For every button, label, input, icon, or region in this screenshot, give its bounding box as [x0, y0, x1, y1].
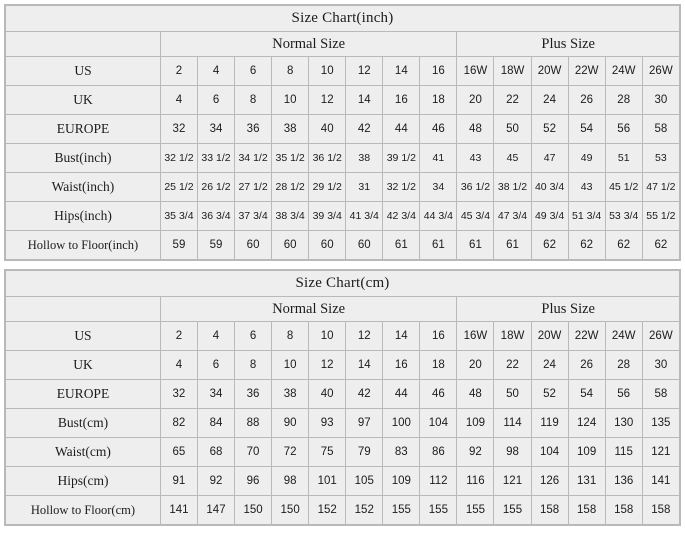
cell: 36 1/2 [309, 144, 346, 173]
cell: 38 3/4 [272, 202, 309, 231]
cell: 42 [346, 380, 383, 409]
cell: 34 [197, 380, 234, 409]
cell: 26 [568, 351, 605, 380]
cell: 158 [642, 496, 679, 525]
cell: 28 [605, 86, 642, 115]
cell: 34 [197, 115, 234, 144]
table-row [6, 57, 680, 86]
table-title-row [6, 271, 680, 297]
cell: 38 1/2 [494, 173, 531, 202]
cell: 158 [568, 496, 605, 525]
cell: 152 [309, 496, 346, 525]
cell: 150 [272, 496, 309, 525]
cell: 59 [160, 231, 197, 260]
cell: 26W [642, 57, 679, 86]
cell: 65 [160, 438, 197, 467]
cell: 60 [235, 231, 272, 260]
cell: 4 [197, 322, 234, 351]
cell: 98 [272, 467, 309, 496]
cell: 100 [383, 409, 420, 438]
cell: 158 [531, 496, 568, 525]
cell: 114 [494, 409, 531, 438]
table-row [6, 438, 680, 467]
table-group-row [6, 32, 680, 57]
table-row [6, 351, 680, 380]
cell: 2 [160, 322, 197, 351]
group-header-normal-size: Normal Size [160, 32, 457, 57]
cell: 158 [605, 496, 642, 525]
cell: 41 3/4 [346, 202, 383, 231]
cell: 43 [568, 173, 605, 202]
cell: 16W [457, 322, 494, 351]
cell: 101 [309, 467, 346, 496]
cell: 62 [605, 231, 642, 260]
cell: 90 [272, 409, 309, 438]
cell: 14 [346, 351, 383, 380]
cell: 61 [494, 231, 531, 260]
cell: 20 [457, 351, 494, 380]
cell: 60 [272, 231, 309, 260]
cell: 121 [494, 467, 531, 496]
size-chart-page [0, 4, 685, 533]
cell: 44 [383, 115, 420, 144]
group-header-plus-size: Plus Size [457, 32, 680, 57]
cell: 41 [420, 144, 457, 173]
cell: 10 [272, 86, 309, 115]
cell: 141 [642, 467, 679, 496]
cell: 47 [531, 144, 568, 173]
cell: 8 [235, 351, 272, 380]
cell: 34 1/2 [235, 144, 272, 173]
cell: 38 [272, 115, 309, 144]
cell: 38 [272, 380, 309, 409]
cell: 25 1/2 [160, 173, 197, 202]
cell: 16 [420, 322, 457, 351]
cell: 52 [531, 380, 568, 409]
cell: 155 [420, 496, 457, 525]
cell: 12 [346, 322, 383, 351]
cell: 4 [197, 57, 234, 86]
cell: 40 3/4 [531, 173, 568, 202]
cell: 24W [605, 322, 642, 351]
cell: 68 [197, 438, 234, 467]
cell: 54 [568, 380, 605, 409]
cell: 72 [272, 438, 309, 467]
cell: 50 [494, 380, 531, 409]
cell: 16 [383, 86, 420, 115]
cell: 24 [531, 351, 568, 380]
cell: 35 1/2 [272, 144, 309, 173]
cell: 115 [605, 438, 642, 467]
cell: 36 [235, 380, 272, 409]
cell: 12 [309, 86, 346, 115]
cell: 52 [531, 115, 568, 144]
cell: 75 [309, 438, 346, 467]
cell: 91 [160, 467, 197, 496]
cell: 8 [272, 322, 309, 351]
cell: 22 [494, 351, 531, 380]
cell: 92 [197, 467, 234, 496]
group-header-blank [6, 32, 161, 57]
cell: 43 [457, 144, 494, 173]
cell: 62 [531, 231, 568, 260]
cell: 112 [420, 467, 457, 496]
cell: 104 [531, 438, 568, 467]
cell: 46 [420, 380, 457, 409]
row-label-waist: Waist(cm) [6, 438, 161, 467]
cell: 40 [309, 380, 346, 409]
cell: 6 [235, 57, 272, 86]
row-label-europe: EUROPE [6, 115, 161, 144]
cell: 51 3/4 [568, 202, 605, 231]
cell: 38 [346, 144, 383, 173]
cell: 22W [568, 57, 605, 86]
cell: 147 [197, 496, 234, 525]
cell: 29 1/2 [309, 173, 346, 202]
size-table-cm [5, 270, 680, 525]
cell: 136 [605, 467, 642, 496]
cell: 119 [531, 409, 568, 438]
chart-title: Size Chart(inch) [6, 6, 680, 32]
cell: 155 [494, 496, 531, 525]
cell: 60 [346, 231, 383, 260]
table-row [6, 173, 680, 202]
cell: 40 [309, 115, 346, 144]
cell: 8 [272, 57, 309, 86]
cell: 50 [494, 115, 531, 144]
cell: 16 [383, 351, 420, 380]
cell: 18 [420, 86, 457, 115]
row-label-bust: Bust(inch) [6, 144, 161, 173]
row-label-hollow-to-floor: Hollow to Floor(inch) [6, 231, 161, 260]
cell: 126 [531, 467, 568, 496]
cell: 92 [457, 438, 494, 467]
cell: 124 [568, 409, 605, 438]
cell: 33 1/2 [197, 144, 234, 173]
cell: 45 1/2 [605, 173, 642, 202]
cell: 26 1/2 [197, 173, 234, 202]
row-label-hips: Hips(cm) [6, 467, 161, 496]
cell: 49 3/4 [531, 202, 568, 231]
cell: 14 [383, 57, 420, 86]
cell: 32 [160, 115, 197, 144]
cell: 26 [568, 86, 605, 115]
cell: 82 [160, 409, 197, 438]
cell: 62 [642, 231, 679, 260]
group-header-blank [6, 297, 161, 322]
cell: 98 [494, 438, 531, 467]
cell: 26W [642, 322, 679, 351]
cell: 104 [420, 409, 457, 438]
cell: 155 [457, 496, 494, 525]
cell: 24W [605, 57, 642, 86]
cell: 32 [160, 380, 197, 409]
cell: 96 [235, 467, 272, 496]
table-title-row [6, 6, 680, 32]
row-label-bust: Bust(cm) [6, 409, 161, 438]
cell: 12 [309, 351, 346, 380]
cell: 88 [235, 409, 272, 438]
cell: 61 [420, 231, 457, 260]
cell: 116 [457, 467, 494, 496]
cell: 55 1/2 [642, 202, 679, 231]
cell: 86 [420, 438, 457, 467]
cell: 121 [642, 438, 679, 467]
cell: 53 3/4 [605, 202, 642, 231]
group-header-normal-size: Normal Size [160, 297, 457, 322]
table-row [6, 380, 680, 409]
cell: 44 [383, 380, 420, 409]
size-table-inch [5, 5, 680, 260]
size-chart-inch [4, 4, 681, 261]
cell: 61 [383, 231, 420, 260]
cell: 36 3/4 [197, 202, 234, 231]
table-row [6, 115, 680, 144]
cell: 105 [346, 467, 383, 496]
cell: 36 [235, 115, 272, 144]
cell: 27 1/2 [235, 173, 272, 202]
cell: 152 [346, 496, 383, 525]
cell: 56 [605, 380, 642, 409]
cell: 39 1/2 [383, 144, 420, 173]
table-row [6, 231, 680, 260]
row-label-hips: Hips(inch) [6, 202, 161, 231]
cell: 34 [420, 173, 457, 202]
table-row [6, 496, 680, 525]
cell: 32 1/2 [383, 173, 420, 202]
cell: 83 [383, 438, 420, 467]
cell: 10 [309, 57, 346, 86]
cell: 131 [568, 467, 605, 496]
cell: 35 3/4 [160, 202, 197, 231]
cell: 37 3/4 [235, 202, 272, 231]
cell: 135 [642, 409, 679, 438]
table-row [6, 202, 680, 231]
cell: 4 [160, 351, 197, 380]
cell: 62 [568, 231, 605, 260]
cell: 24 [531, 86, 568, 115]
cell: 58 [642, 380, 679, 409]
cell: 97 [346, 409, 383, 438]
cell: 10 [309, 322, 346, 351]
row-label-hollow-to-floor: Hollow to Floor(cm) [6, 496, 161, 525]
table-row [6, 86, 680, 115]
cell: 6 [197, 351, 234, 380]
cell: 54 [568, 115, 605, 144]
cell: 61 [457, 231, 494, 260]
cell: 20 [457, 86, 494, 115]
cell: 22W [568, 322, 605, 351]
cell: 18W [494, 322, 531, 351]
chart-title: Size Chart(cm) [6, 271, 680, 297]
cell: 45 3/4 [457, 202, 494, 231]
cell: 51 [605, 144, 642, 173]
group-header-plus-size: Plus Size [457, 297, 680, 322]
cell: 48 [457, 380, 494, 409]
cell: 109 [457, 409, 494, 438]
cell: 56 [605, 115, 642, 144]
cell: 16 [420, 57, 457, 86]
cell: 45 [494, 144, 531, 173]
cell: 44 3/4 [420, 202, 457, 231]
table-row [6, 144, 680, 173]
cell: 8 [235, 86, 272, 115]
cell: 2 [160, 57, 197, 86]
cell: 20W [531, 57, 568, 86]
table-row [6, 322, 680, 351]
row-label-us: US [6, 322, 161, 351]
cell: 141 [160, 496, 197, 525]
cell: 18W [494, 57, 531, 86]
cell: 4 [160, 86, 197, 115]
cell: 28 [605, 351, 642, 380]
cell: 30 [642, 351, 679, 380]
row-label-waist: Waist(inch) [6, 173, 161, 202]
cell: 36 1/2 [457, 173, 494, 202]
cell: 48 [457, 115, 494, 144]
row-label-us: US [6, 57, 161, 86]
cell: 18 [420, 351, 457, 380]
cell: 93 [309, 409, 346, 438]
cell: 47 1/2 [642, 173, 679, 202]
cell: 12 [346, 57, 383, 86]
cell: 130 [605, 409, 642, 438]
table-group-row [6, 297, 680, 322]
row-label-europe: EUROPE [6, 380, 161, 409]
cell: 42 3/4 [383, 202, 420, 231]
cell: 47 3/4 [494, 202, 531, 231]
cell: 150 [235, 496, 272, 525]
cell: 39 3/4 [309, 202, 346, 231]
cell: 70 [235, 438, 272, 467]
row-label-uk: UK [6, 351, 161, 380]
cell: 28 1/2 [272, 173, 309, 202]
cell: 6 [197, 86, 234, 115]
cell: 109 [383, 467, 420, 496]
cell: 53 [642, 144, 679, 173]
cell: 32 1/2 [160, 144, 197, 173]
cell: 30 [642, 86, 679, 115]
cell: 49 [568, 144, 605, 173]
table-row [6, 409, 680, 438]
cell: 22 [494, 86, 531, 115]
cell: 60 [309, 231, 346, 260]
cell: 42 [346, 115, 383, 144]
cell: 10 [272, 351, 309, 380]
size-chart-cm [4, 269, 681, 526]
cell: 109 [568, 438, 605, 467]
cell: 59 [197, 231, 234, 260]
cell: 84 [197, 409, 234, 438]
cell: 155 [383, 496, 420, 525]
cell: 14 [383, 322, 420, 351]
cell: 58 [642, 115, 679, 144]
cell: 46 [420, 115, 457, 144]
cell: 20W [531, 322, 568, 351]
row-label-uk: UK [6, 86, 161, 115]
cell: 16W [457, 57, 494, 86]
table-row [6, 467, 680, 496]
cell: 79 [346, 438, 383, 467]
cell: 14 [346, 86, 383, 115]
cell: 6 [235, 322, 272, 351]
cell: 31 [346, 173, 383, 202]
